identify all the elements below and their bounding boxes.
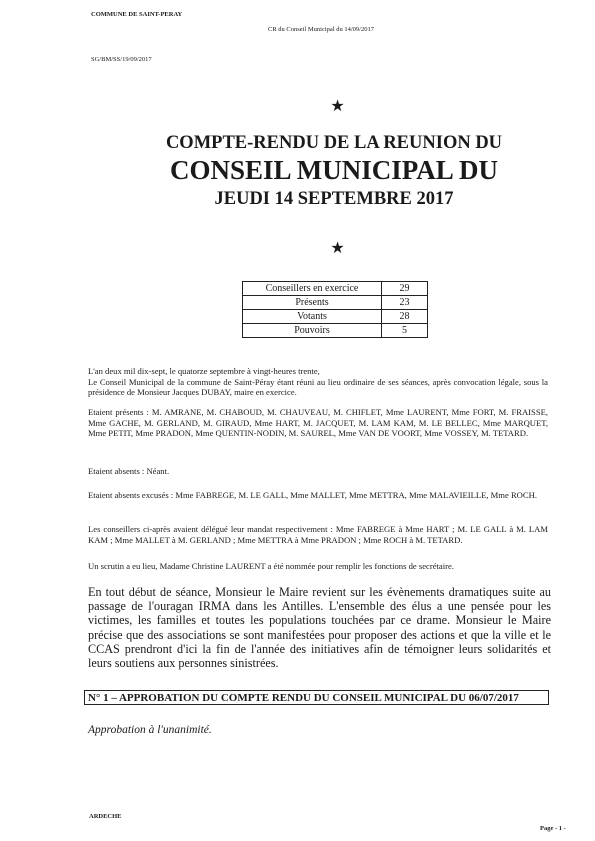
table-row xyxy=(243,310,428,324)
star-icon: ★ xyxy=(330,240,345,257)
footer-department: ARDECHE xyxy=(89,813,122,820)
header-title: CR du Conseil Municipal du 14/09/2017 xyxy=(268,26,374,33)
decision-text: Approbation à l'unanimité. xyxy=(88,724,212,736)
star-icon: ★ xyxy=(330,98,345,115)
section-heading: N° 1 – APPROBATION DU COMPTE RENDU DU CONSEIL MUNICIPAL DU 06/07/2017 xyxy=(84,690,549,705)
attendance-table xyxy=(242,281,428,338)
mandats-paragraph: Les conseillers ci-après avaient délégué leur mandat respectivement : Mme FABREGE à Mme HART ; M. LE GALL à M. LAM KAM ; Mme MALLET à M. GERLAND ; Mme METTRA à Mme PRADON ; Mme ROCH à M. TETARD. xyxy=(88,524,548,545)
stat-label: Pouvoirs xyxy=(243,324,382,338)
stat-value: 28 xyxy=(382,310,428,324)
table-row xyxy=(243,296,428,310)
scrutin-paragraph: Un scrutin a eu lieu, Madame Christine LAURENT a été nommée pour remplir les fonctions de secrétaire. xyxy=(88,561,454,571)
title-line-2: CONSEIL MUNICIPAL DU xyxy=(169,155,499,185)
excuses-paragraph: Etaient absents excusés : Mme FABREGE, M. LE GALL, Mme MALLET, Mme METTRA, Mme MALAVIEILLE, Mme ROCH. xyxy=(88,490,537,500)
opening-remarks-paragraph: En tout début de séance, Monsieur le Maire revient sur les évènements dramatiques suite au passage de l'ouragan IRMA dans les Antilles. L'ensemble des élus a une pensée pour les victimes, les familles et toutes les populations touchées par ce drame. Monsieur le Maire précise que des associations se sont manifestées pour proposer des actions et que la ville et le CCAS prendront d'ici la fin de l'année des initiatives afin de témoigner leurs solidarités et leurs soutiens aux personnes sinistrées. xyxy=(88,585,551,671)
intro-paragraph xyxy=(88,366,548,398)
intro-line-1: L'an deux mil dix-sept, le quatorze septembre à vingt-heures trente, xyxy=(88,366,320,376)
stat-label: Votants xyxy=(243,310,382,324)
title-line-3: JEUDI 14 SEPTEMBRE 2017 xyxy=(214,189,454,209)
page-number: Page - 1 - xyxy=(540,825,566,832)
table-row xyxy=(243,324,428,338)
stat-label: Conseillers en exercice xyxy=(243,282,382,296)
intro-line-2: Le Conseil Municipal de la commune de Saint-Péray étant réuni au lieu ordinaire de ses séances, après convocation légale, sous la présidence de Monsieur Jacques DUBAY, maire en exercice. xyxy=(88,376,548,398)
stat-label: Présents xyxy=(243,296,382,310)
stat-value: 23 xyxy=(382,296,428,310)
stat-value: 29 xyxy=(382,282,428,296)
absents-paragraph: Etaient absents : Néant. xyxy=(88,466,170,476)
commune-name: COMMUNE DE SAINT-PERAY xyxy=(91,11,183,18)
title-line-1: COMPTE-RENDU DE LA REUNION DU xyxy=(165,133,503,153)
table-row xyxy=(243,282,428,296)
presents-paragraph: Etaient présents : M. AMRANE, M. CHABOUD, M. CHAUVEAU, M. CHIFLET, Mme LAURENT, Mme FORT, M. FRAISSE, Mme GACHE, M. GERLAND, M. GIRAUD, Mme HART, M. JACQUET, M. LAM KAM, M. LE BELLEC, Mme MARQUET, Mme PETIT, Mme PRADON, Mme QUENTIN-NODIN, M. SAUREL, Mme VAN DE VOORT, Mme VOSSEY, M. TETARD. xyxy=(88,407,548,439)
stat-value: 5 xyxy=(382,324,428,338)
document-reference: SG/BM/SS/19/09/2017 xyxy=(91,56,152,63)
